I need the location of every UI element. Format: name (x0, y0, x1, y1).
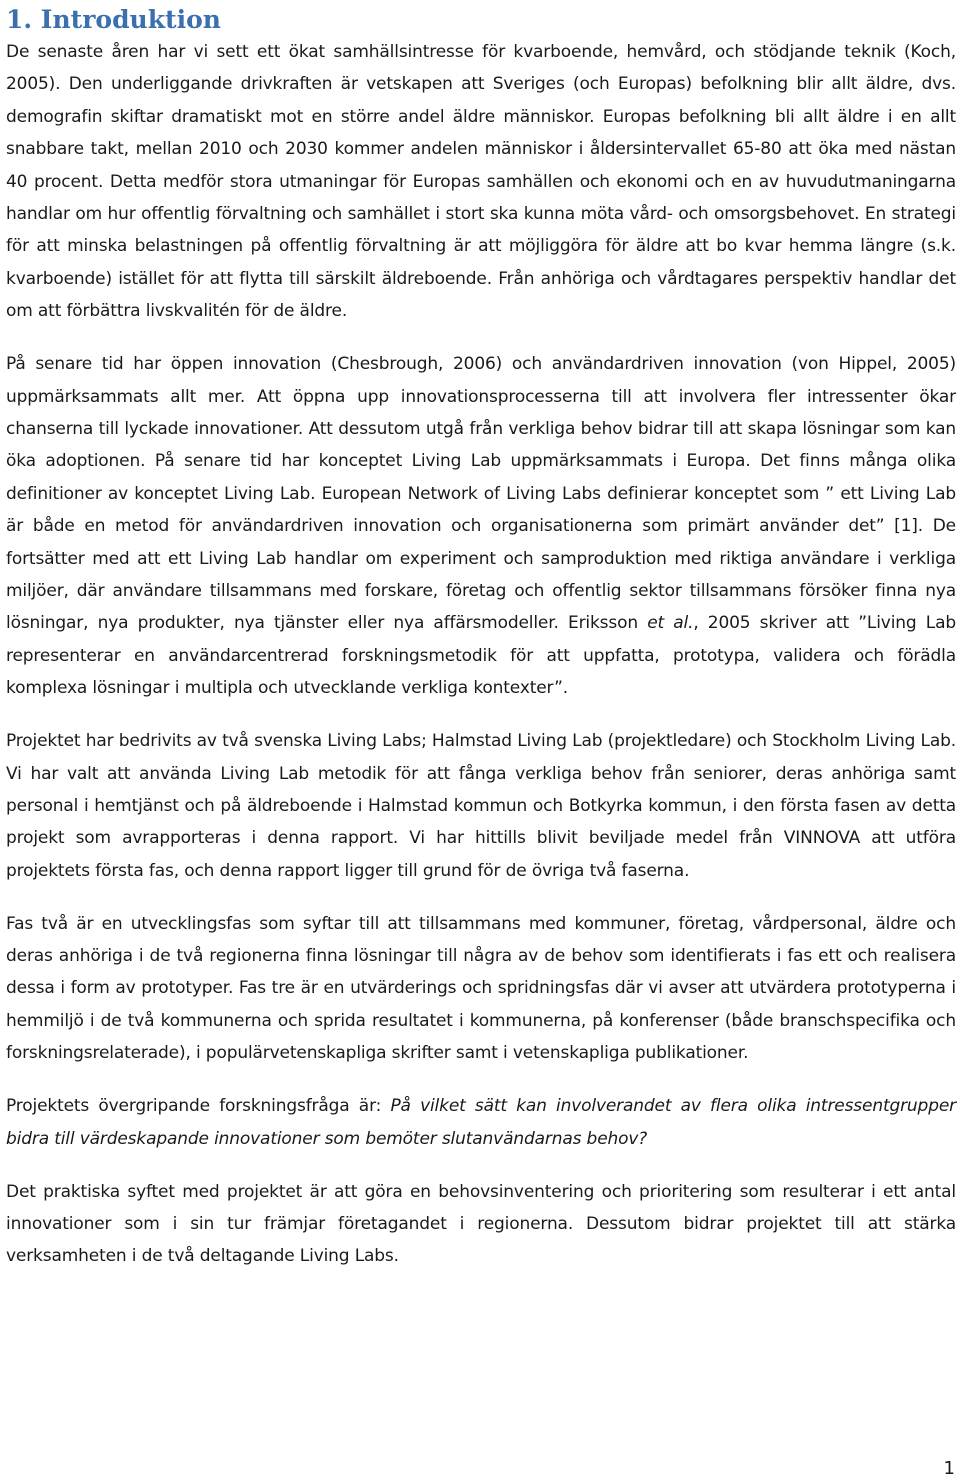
text-run: Projektet har bedrivits av två svenska Living Labs; Halmstad Living Lab (projektledare) och Stockholm Living Lab. Vi har valt att använda Living Lab metodik för att fånga verkliga behov från seniorer, deras anhöriga samt personal i hemtjänst och på äldreboende i Halmstad kommun och Botkyrka kommun, i den första fasen av detta projekt som avrapporteras i denna rapport. Vi har hittills blivit beviljade medel från VINNOVA att utföra projektets första fas, och denna rapport ligger till grund för de övriga två faserna. (6, 731, 956, 881)
italic-text-run: På vilket sätt kan involverandet av flera olika intressentgrupper bidra till värdeskapande innovationer som bemöter slutanvändarnas behov? (6, 1096, 956, 1149)
paragraph-2 (6, 348, 956, 704)
paragraph-1 (6, 36, 956, 328)
text-run: De senaste åren har vi sett ett ökat samhällsintresse för kvarboende, hemvård, och stödjande teknik (Koch, 2005). Den underliggande drivkraften är vetskapen att Sveriges (och Europas) befolkning blir allt äldre, dvs. demografin skiftar dramatiskt mot en större andel äldre människor. Europas befolkning bli allt äldre i en allt snabbare takt, mellan 2010 och 2030 kommer andelen människor i åldersintervallet 65-80 att öka med nästan 40 procent. Detta medför stora utmaningar för Europas samhällen och ekonomi och en av huvudutmaningarna handlar om hur offentlig förvaltning och samhället i stort ska kunna möta vård- och omsorgsbehovet. En strategi för att minska belastningen på offentlig förvaltning är att möjliggöra för äldre att bo kvar hemma längre (s.k. kvarboende) istället för att flytta till särskilt äldreboende. Från anhöriga och vårdtagares perspektiv handlar det om att förbättra livskvalitén för de äldre. (6, 42, 956, 322)
paragraph-5 (6, 1090, 956, 1155)
paragraph-3 (6, 725, 956, 887)
document-page (6, 0, 956, 1273)
italic-text-run: et al. (647, 613, 694, 634)
section-heading: 1. Introduktion (6, 5, 221, 34)
text-run: Det praktiska syftet med projektet är att göra en behovsinventering och prioritering som resulterar i ett antal innovationer som i sin tur främjar företagandet i regionerna. Dessutom bidrar projektet till att stärka verksamheten i de två deltagande Living Labs. (6, 1181, 956, 1267)
paragraph-6 (6, 1176, 956, 1273)
text-run: Fas två är en utvecklingsfas som syftar till att tillsammans med kommuner, företag, vårdpersonal, äldre och deras anhöriga i de två regionerna finna lösningar till några av de behov som identifierats i fas ett och realisera dessa i form av prototyper. Fas tre är en utvärderings och spridningsfas där vi avser att utvärdera prototyperna i hemmiljö i de två kommunerna och sprida resultatet i kommunerna, på konferenser (både branschspecifika och forskningsrelaterade), i populärvetenskapliga skrifter samt i vetenskapliga publikationer. (6, 913, 956, 1064)
text-run: Projektets övergripande forskningsfråga är: (6, 1096, 391, 1117)
text-run: , 2005 skriver att ”Living Lab representerar en användarcentrerad forskningsmetodik för att uppfatta, prototypa, validera och förädla komplexa lösningar i multipla och utvecklande verkliga kontexter”. (6, 613, 956, 699)
paragraph-4 (6, 908, 956, 1070)
text-run: På senare tid har öppen innovation (Chesbrough, 2006) och användardriven innovation (von Hippel, 2005) uppmärksammats allt mer. Att öppna upp innovationsprocesserna till att involvera fler intressenter ökar chanserna till lyckade innovationer. Att dessutom utgå från verkliga behov bidrar till att skapa lösningar som kan öka adoptionen. På senare tid har konceptet Living Lab uppmärksammats i Europa. Det finns många olika definitioner av konceptet Living Lab. European Network of Living Labs definierar konceptet som ” ett Living Lab är både en metod för användardriven innovation och organisationerna som primärt använder det” [1]. De fortsätter med att ett Living Lab handlar om experiment och samproduktion med riktiga användare i verkliga miljöer, där användare tillsammans med forskare, företag och offentlig sektor tillsammans försöker finna nya lösningar, nya produkter, nya tjänster eller nya affärsmodeller. Eriksson (6, 354, 956, 634)
page-number: 1 (943, 1458, 955, 1479)
